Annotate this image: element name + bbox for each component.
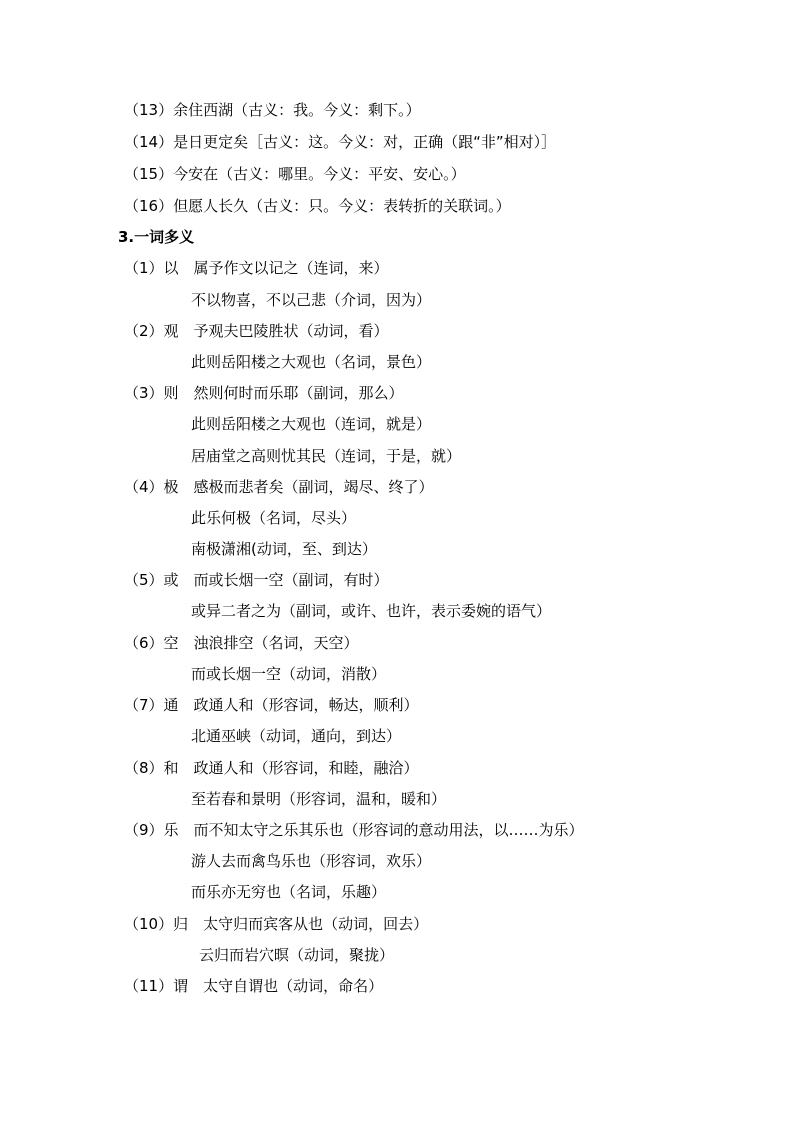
entry-4-line-1 xyxy=(124,477,434,497)
entry-word: 和 xyxy=(163,759,179,777)
gujin-line-14: （14）是日更定矣［古义：这。今义：对，正确（跟“非”相对）］ xyxy=(124,133,557,151)
entry-sense: 浊浪排空（名词，天空） xyxy=(193,634,359,652)
entry-5-line-1 xyxy=(124,570,389,590)
entry-sense: 感极而悲者矣（副词，竭尽、终了） xyxy=(193,478,434,496)
entry-3-line-2: 此则岳阳楼之大观也（连词，就是） xyxy=(191,415,432,433)
entry-sense: 政通人和（形容词，和睦，融洽） xyxy=(193,759,419,777)
entry-word: 归 xyxy=(173,915,189,933)
entry-2-line-2: 此则岳阳楼之大观也（名词，景色） xyxy=(191,353,432,371)
entry-8-line-2: 至若春和景明（形容词，温和，暖和） xyxy=(191,790,447,808)
entry-7-line-1 xyxy=(124,695,419,715)
entry-number: （1） xyxy=(124,259,164,277)
entry-number: （4） xyxy=(124,478,164,496)
entry-11-line-1 xyxy=(124,976,383,996)
entry-number: （8） xyxy=(124,759,164,777)
entry-1-line-1 xyxy=(124,258,389,278)
entry-4-line-3: 南极潇湘(动词，至、到达） xyxy=(191,540,377,558)
gujin-line-13: （13）余住西湖（古义：我。今义：剩下。） xyxy=(124,101,421,119)
entry-3-line-1 xyxy=(124,383,404,403)
entry-word: 则 xyxy=(163,384,179,402)
entry-5-line-2: 或异二者之为（副词，或许、也许，表示委婉的语气） xyxy=(191,602,552,620)
entry-8-line-1 xyxy=(124,758,419,778)
entry-6-line-1 xyxy=(124,633,359,653)
entry-10-line-1 xyxy=(124,914,428,934)
section-title: 3.一词多义 xyxy=(118,228,195,246)
entry-number: （2） xyxy=(124,322,164,340)
entry-sense: 太守归而宾客从也（动词，回去） xyxy=(203,915,429,933)
entry-number: （6） xyxy=(124,634,164,652)
entry-1-line-2: 不以物喜，不以己悲（介词，因为） xyxy=(191,291,432,309)
entry-6-line-2: 而或长烟一空（动词，消散） xyxy=(191,665,387,683)
entry-word: 乐 xyxy=(163,821,179,839)
entry-word: 谓 xyxy=(173,977,189,995)
entry-word: 以 xyxy=(163,259,179,277)
entry-number: （3） xyxy=(124,384,164,402)
entry-number: （7） xyxy=(124,696,164,714)
entry-9-line-1 xyxy=(124,820,584,840)
gujin-line-15: （15）今安在（古义：哪里。今义：平安、安心。） xyxy=(124,165,466,183)
entry-9-line-2: 游人去而禽鸟乐也（形容词，欢乐） xyxy=(191,852,432,870)
entry-number: （11） xyxy=(124,977,174,995)
entry-2-line-1 xyxy=(124,321,389,341)
entry-7-line-2: 北通巫峡（动词，通向，到达） xyxy=(191,727,402,745)
entry-4-line-2: 此乐何极（名词，尽头） xyxy=(191,509,357,527)
entry-word: 或 xyxy=(163,571,179,589)
entry-word: 极 xyxy=(163,478,179,496)
entry-sense: 予观夫巴陵胜状（动词，看） xyxy=(193,322,389,340)
entry-number: （9） xyxy=(124,821,164,839)
entry-9-line-3: 而乐亦无穷也（名词，乐趣） xyxy=(191,883,387,901)
entry-word: 空 xyxy=(163,634,179,652)
entry-sense: 然则何时而乐耶（副词，那么） xyxy=(193,384,404,402)
entry-sense: 而或长烟一空（副词，有时） xyxy=(193,571,389,589)
entry-sense: 而不知太守之乐其乐也（形容词的意动用法，以……为乐） xyxy=(193,821,584,839)
gujin-line-16: （16）但愿人长久（古义：只。今义：表转折的关联词。） xyxy=(124,197,511,215)
entry-3-line-3: 居庙堂之高则忧其民（连词，于是，就） xyxy=(191,447,462,465)
entry-10-line-2: 云归而岩穴暝（动词，聚拢） xyxy=(199,946,395,964)
entry-sense: 太守自谓也（动词，命名） xyxy=(203,977,384,995)
entry-sense: 政通人和（形容词，畅达，顺利） xyxy=(193,696,419,714)
entry-word: 通 xyxy=(163,696,179,714)
entry-word: 观 xyxy=(163,322,179,340)
entry-sense: 属予作文以记之（连词，来） xyxy=(193,259,389,277)
entry-number: （5） xyxy=(124,571,164,589)
entry-number: （10） xyxy=(124,915,174,933)
